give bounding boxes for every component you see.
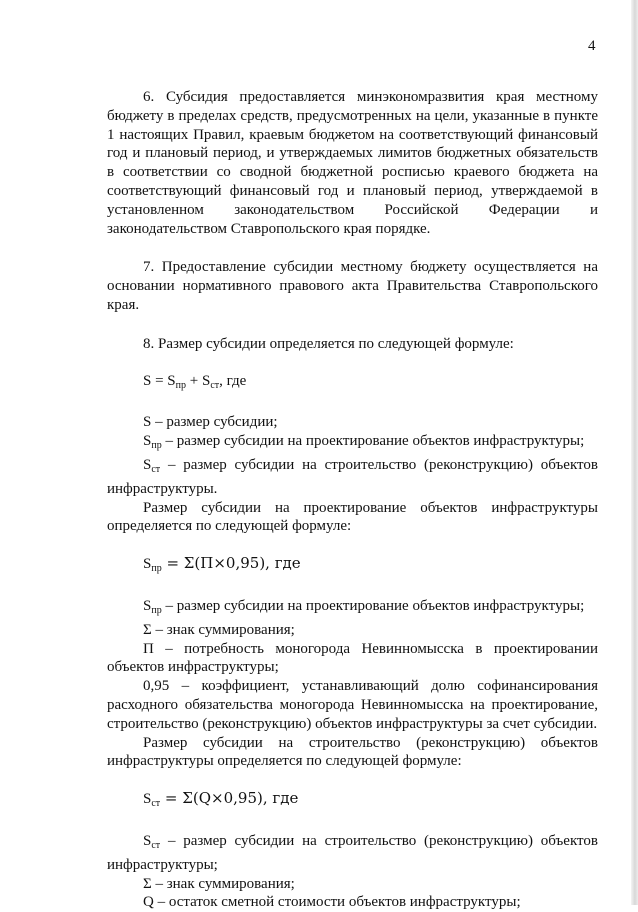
formula-total-lhs: S = S — [143, 372, 176, 389]
definition-s-st-text: – размер субсидии на строительство (реконструкцию) объектов инфраструктуры. — [107, 456, 598, 497]
definition-s-st2-text: – размер субсидии на строительство (реконструкцию) объектов инфраструктуры; — [107, 832, 598, 873]
formula-design-sub: пр — [151, 563, 162, 575]
formula-construction-sub: ст — [151, 798, 161, 810]
symbol-s-pr2-base: S — [143, 597, 152, 614]
definition-p: П – потребность моногорода Невинномысска в проектировании объектов инфраструктуры; — [107, 640, 598, 676]
formula-design-base: S — [143, 556, 152, 573]
definition-s-st — [107, 456, 598, 499]
definition-s-pr — [107, 432, 598, 456]
formula-total-sub-st: ст — [210, 379, 220, 391]
symbol-s-st2-sub: ст — [151, 839, 161, 851]
symbol-s-pr-base: S — [143, 433, 152, 450]
symbol-s-pr-sub: пр — [151, 440, 162, 452]
page-number: 4 — [588, 38, 596, 54]
definition-s: S – размер субсидии; — [143, 414, 278, 431]
formula-design — [107, 554, 598, 579]
definition-s-pr-2 — [107, 597, 598, 621]
formula-construction-rest: = Σ(Q×0,95), где — [160, 789, 299, 808]
formula-design-rest: = Σ(П×0,95), где — [161, 554, 301, 573]
symbol-s-st2-base: S — [143, 832, 152, 849]
intro-construction-formula: Размер субсидии на строительство (реконструкцию) объектов инфраструктуры определяется по следующей формуле: — [107, 734, 598, 770]
scan-page-edge — [631, 0, 638, 905]
formula-total-mid: + S — [186, 372, 211, 389]
definition-s-st-2 — [107, 832, 598, 875]
formula-total-sub-pr: пр — [175, 379, 187, 391]
document-body — [107, 88, 598, 912]
formula-total-tail: , где — [219, 372, 247, 389]
definition-coefficient: 0,95 – коэффициент, устанавливающий долю софинансирования расходного обязательства моногорода Невинномысска на проектирование, строительство (реконструкцию) объектов инфраструктуры за счет субсидии. — [107, 678, 598, 732]
intro-design-formula: Размер субсидии на проектирование объектов инфраструктуры определяется по следующей формуле: — [107, 499, 598, 535]
symbol-s-st-base: S — [143, 456, 152, 473]
paragraph-7: 7. Предоставление субсидии местному бюджету осуществляется на основании нормативного правового акта Правительства Ставропольского края. — [107, 259, 598, 313]
definition-sigma: Σ – знак суммирования; — [143, 621, 295, 638]
formula-total — [107, 372, 598, 396]
definition-s-pr-text: – размер субсидии на проектирование объектов инфраструктуры; — [161, 433, 585, 450]
symbol-s-pr2-sub: пр — [151, 604, 162, 616]
formula-construction — [107, 789, 598, 814]
formula-construction-base: S — [143, 791, 152, 808]
paragraph-6: 6. Субсидия предоставляется минэкономразвития края местному бюджету в пределах средств, предусмотренных на цели, указанные в пункте 1 настоящих Правил, краевым бюджетом на соответствующий финансовый год и плановый период, и утверждаемых лимитов бюджетных обязательств в соответствии со сводной бюджетной росписью краевого бюджета на соответствующий финансовый год и плановый период, утверждаемой в установленном законодательством Российской Федерации и законодательством Ставропольского края порядке. — [107, 89, 598, 237]
definition-s-pr2-text: – размер субсидии на проектирование объектов инфраструктуры; — [161, 597, 585, 614]
symbol-s-st-sub: ст — [151, 463, 161, 475]
paragraph-8: 8. Размер субсидии определяется по следующей формуле: — [143, 335, 514, 352]
definition-q: Q – остаток сметной стоимости объектов инфраструктуры; — [143, 894, 521, 911]
definition-sigma-2: Σ – знак суммирования; — [143, 875, 295, 892]
